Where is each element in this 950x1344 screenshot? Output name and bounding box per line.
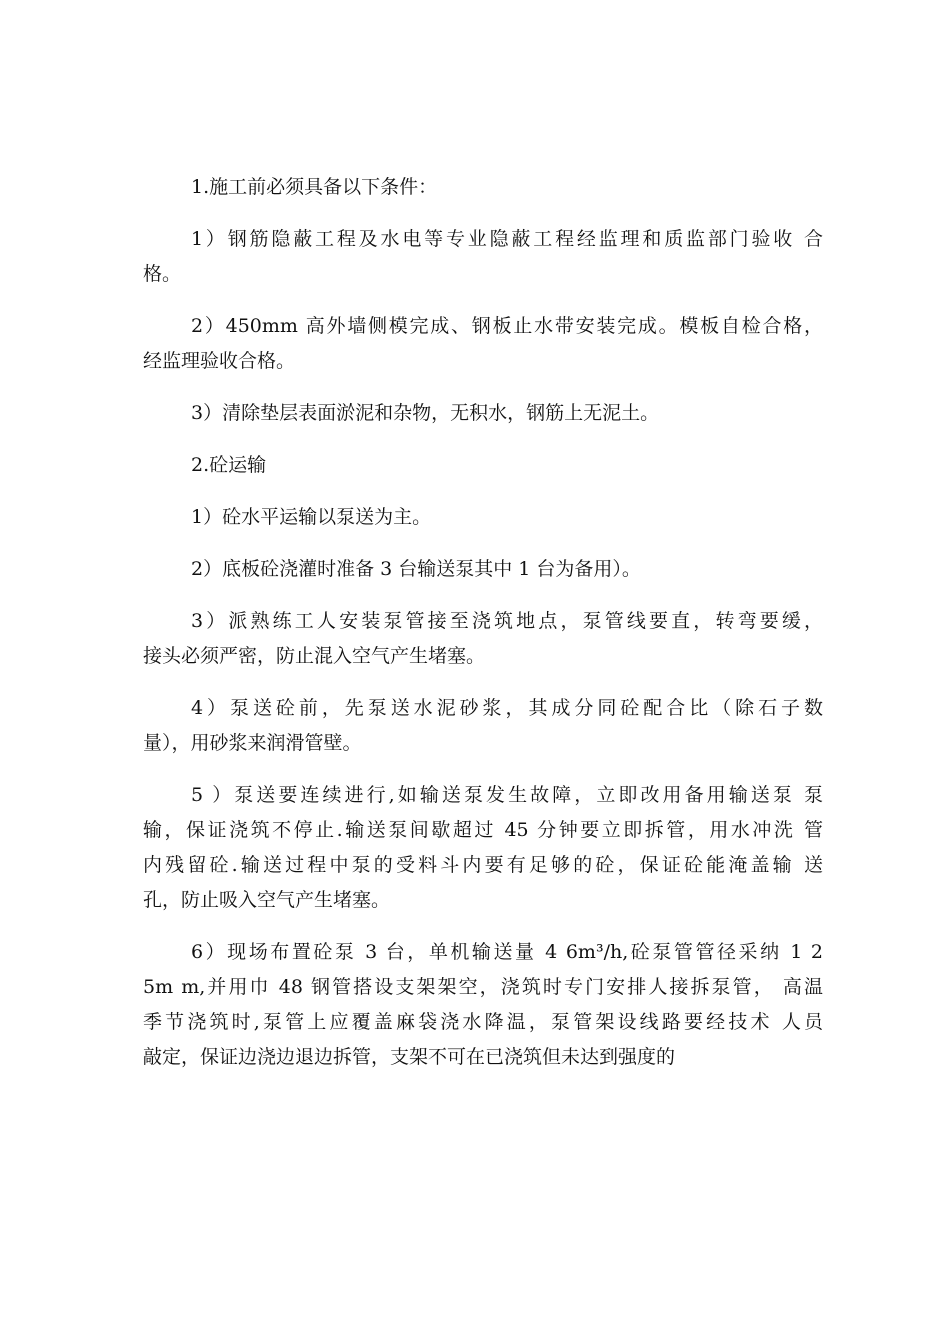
paragraph-10 [143,778,823,918]
line: 1）砼水平运输以泵送为主。 [191,506,432,528]
line: 1.施工前必须具备以下条件： [191,176,438,198]
paragraph-4 [143,396,823,431]
line: 3）派熟练工人安装泵管接至浇筑地点，泵管线要直，转弯要缓， [191,610,823,632]
line: 5m m,并用巾 48 钢管搭设支架架空，浇筑时专门安排人接拆泵管， 高温 [143,976,823,998]
document-body [143,170,823,1075]
paragraph-11 [143,935,823,1075]
line: 1）钢筋隐蔽工程及水电等专业隐蔽工程经监理和质监部门验收 合 [191,228,823,250]
paragraph-7 [143,552,823,587]
paragraph-6 [143,500,823,535]
line: 内残留砼.输送过程中泵的受料斗内要有足够的砼，保证砼能淹盖输 送 [143,854,823,876]
paragraph-2 [143,222,823,292]
line: 经监理验收合格。 [143,350,296,372]
line: 季节浇筑时,泵管上应覆盖麻袋浇水降温，泵管架设线路要经技术 人员 [143,1011,823,1033]
line: 接头必须严密，防止混入空气产生堵塞。 [143,645,486,667]
line: 3）清除垫层表面淤泥和杂物，无积水，钢筋上无泥土。 [191,402,660,424]
line: 4）泵送砼前，先泵送水泥砂浆，其成分同砼配合比（除石子数 [191,697,823,719]
paragraph-3 [143,309,823,379]
line: 孔，防止吸入空气产生堵塞。 [143,889,391,911]
line: 量），用砂浆来润滑管壁。 [143,732,362,754]
line: 5 ）泵送要连续进行,如输送泵发生故障，立即改用备用输送泵 泵 [191,784,823,806]
line: 格。 [143,263,182,285]
line: 2）450mm 高外墙侧模完成、钢板止水带安装完成。模板自检合格， [191,315,823,337]
paragraph-1 [143,170,823,205]
paragraph-5 [143,448,823,483]
line: 2）底板砼浇灌时准备 3 台输送泵其中 1 台为备用）。 [191,558,641,580]
paragraph-9 [143,691,823,761]
paragraph-8 [143,604,823,674]
line: 6）现场布置砼泵 3 台，单机输送量 4 6m³/h,砼泵管管径采纳 1 2 [191,941,823,963]
line: 输，保证浇筑不停止.输送泵间歇超过 45 分钟要立即拆管，用水冲洗 管 [143,819,823,841]
line: 敲定，保证边浇边退边拆管，支架不可在已浇筑但未达到强度的 [143,1046,676,1068]
line: 2.砼运输 [191,454,267,476]
